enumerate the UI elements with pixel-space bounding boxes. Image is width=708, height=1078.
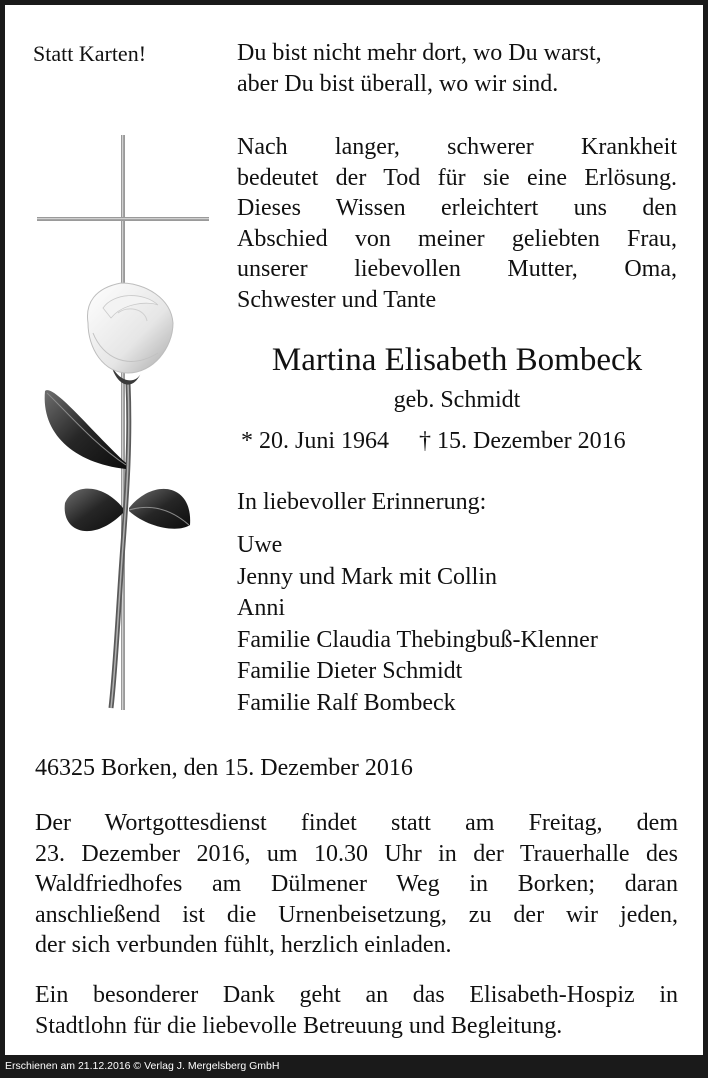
intro-line: unserer liebevollen Mutter, Oma, xyxy=(237,256,677,282)
family-member: Familie Dieter Schmidt xyxy=(237,658,463,685)
service-line: Der Wortgottesdienst findet statt am Freitag, dem xyxy=(35,810,678,836)
poem-line: Du bist nicht mehr dort, wo Du warst, xyxy=(237,40,602,66)
thanks-paragraph xyxy=(35,980,678,1041)
intro-line: Schwester und Tante xyxy=(237,286,437,313)
poem-line: aber Du bist überall, wo wir sind. xyxy=(237,70,559,97)
service-paragraph xyxy=(35,808,678,961)
thanks-line: Stadtlohn für die liebevolle Betreuung und Begleitung. xyxy=(35,1012,563,1039)
intro-line: bedeutet der Tod für sie eine Erlösung. xyxy=(237,164,677,191)
intro-line: Abschied von meiner geliebten Frau, xyxy=(237,225,677,252)
intro-line: Dieses Wissen erleichtert uns den xyxy=(237,195,677,221)
family-member: Anni xyxy=(237,595,285,622)
family-member: Familie Claudia Thebingbuß-Klenner xyxy=(237,626,598,653)
family-member: Uwe xyxy=(237,532,283,558)
deceased-name: Martina Elisabeth Bombeck xyxy=(271,342,643,378)
death-date: † 15. Dezember 2016 xyxy=(419,428,626,454)
memory-heading: In liebevoller Erinnerung: xyxy=(237,489,487,515)
family-member: Jenny und Mark mit Collin xyxy=(237,563,497,590)
service-line: anschließend ist die Urnenbeisetzung, zu der wir jeden, xyxy=(35,901,678,928)
service-line: 23. Dezember 2016, um 10.30 Uhr in der Trauerhalle des xyxy=(35,840,678,867)
publication-footer: Erschienen am 21.12.2016 © Verlag J. Mergelsberg GmbH xyxy=(0,1055,708,1078)
place-and-date: 46325 Borken, den 15. Dezember 2016 xyxy=(35,755,413,781)
thanks-line: Ein besonderer Dank geht an das Elisabeth-Hospiz in xyxy=(35,982,678,1008)
family-member: Familie Ralf Bombeck xyxy=(237,689,456,716)
service-line: Waldfriedhofes am Dülmener Weg in Borken; daran xyxy=(35,871,678,897)
family-list xyxy=(237,530,598,720)
statt-karten-label: Statt Karten! xyxy=(33,41,147,66)
maiden-name: geb. Schmidt xyxy=(393,387,521,413)
cross-and-rose-image xyxy=(33,133,213,713)
life-dates xyxy=(241,426,626,457)
intro-paragraph xyxy=(237,132,677,315)
intro-line: Nach langer, schwerer Krankheit xyxy=(237,134,677,160)
birth-date: * 20. Juni 1964 xyxy=(241,428,390,454)
service-line: der sich verbunden fühlt, herzlich einladen. xyxy=(35,932,452,958)
rose-icon xyxy=(87,283,173,373)
poem xyxy=(237,38,677,99)
